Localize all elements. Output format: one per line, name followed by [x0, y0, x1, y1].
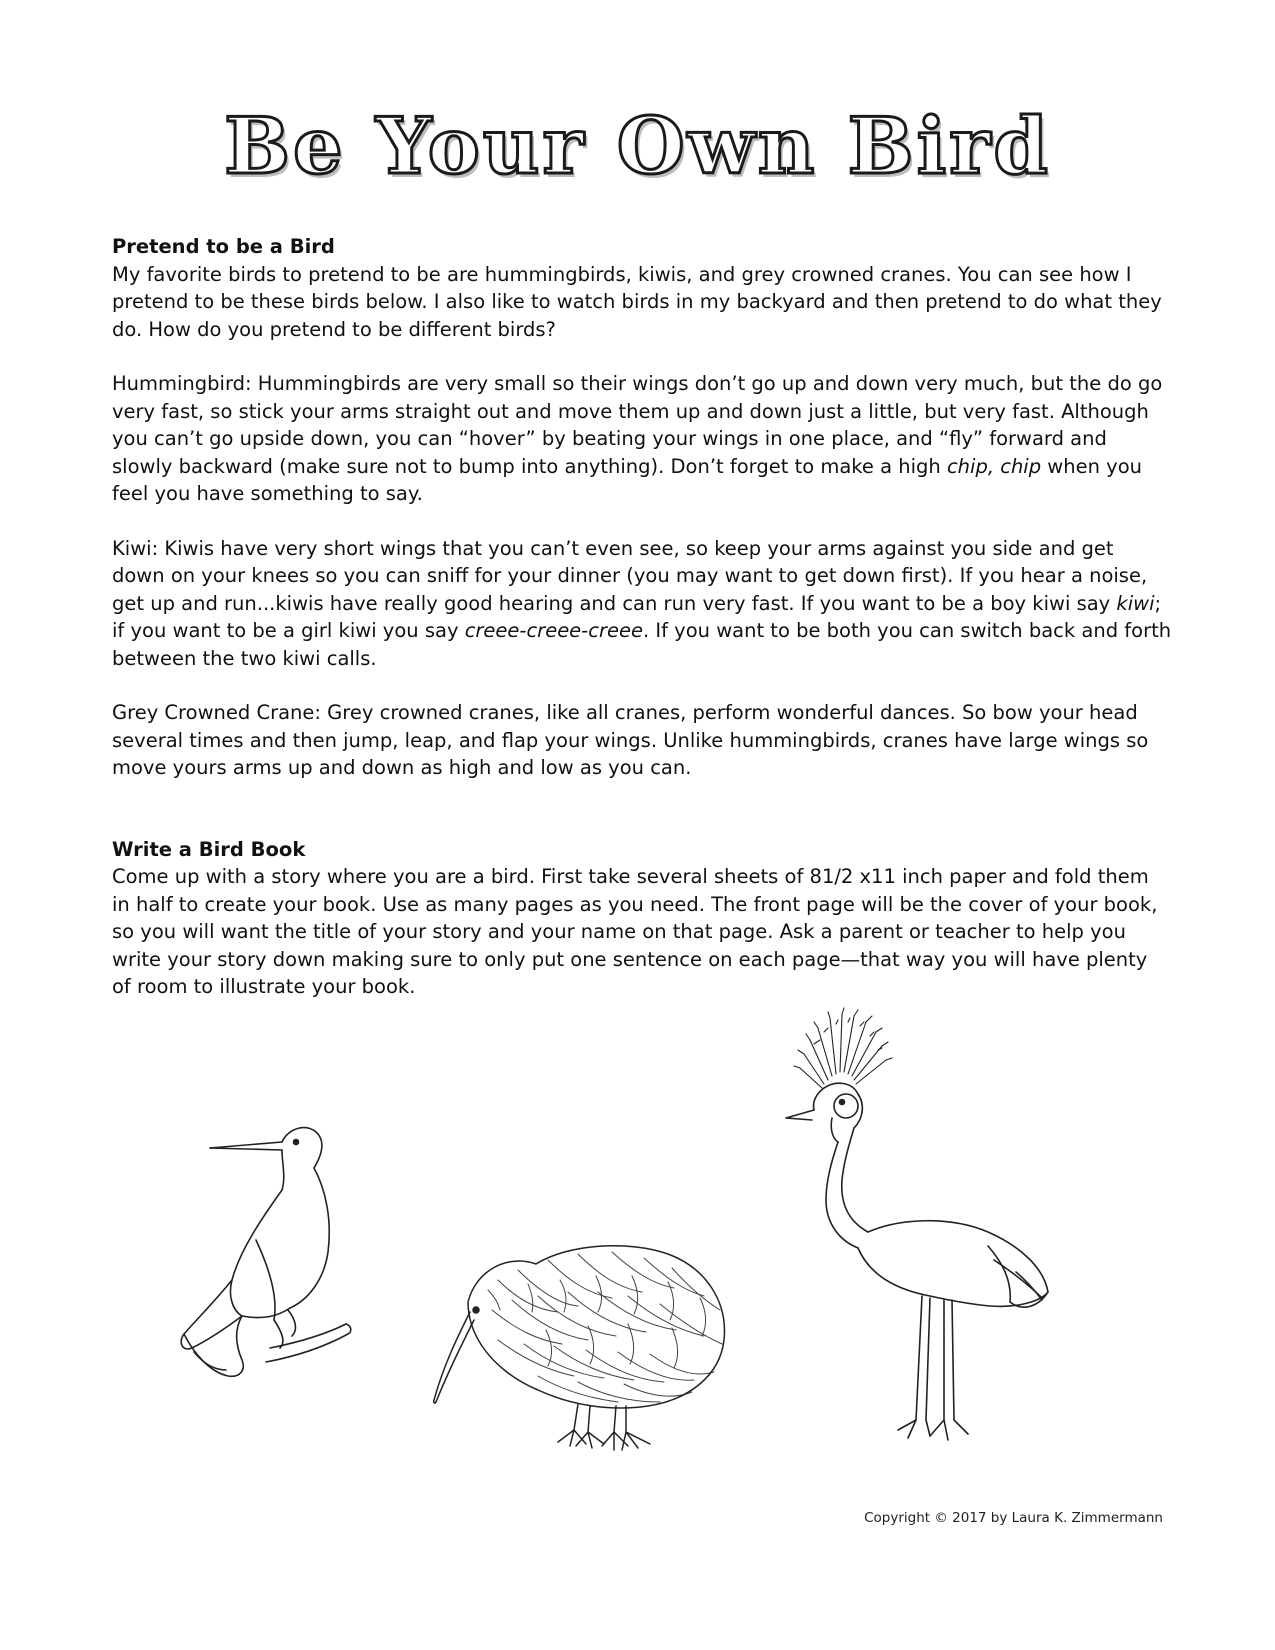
- pretend-intro: My favorite birds to pretend to be are hummingbirds, kiwis, and grey crowned cranes. You can see how I pretend to be these birds below. I also like to watch birds in my backyard and then pretend to do what they do. How do you pretend to be different birds?: [112, 262, 1162, 341]
- hummingbird-drawing: [170, 1120, 360, 1390]
- hummingbird-paragraph: [112, 370, 1172, 508]
- section-heading-pretend: Pretend to be a Bird: [112, 235, 335, 258]
- kiwi-text-a: Kiwi: Kiwis have very short wings that you can’t even see, so keep your arms against you side and get down on your knees so you can sniff for your dinner (you may want to get down first). If you hear a noise, get up and run...kiwis have really good hearing and can run very fast. If you want to be a boy kiwi say: [112, 536, 1148, 615]
- copyright-notice: Copyright © 2017 by Laura K. Zimmermann: [864, 1510, 1163, 1526]
- section-heading-book: Write a Bird Book: [112, 837, 306, 861]
- crowned-crane-drawing: [780, 1010, 1080, 1450]
- worksheet-body: [112, 233, 1172, 1001]
- bird-illustrations: [0, 1040, 1275, 1470]
- hummingbird-call: chip, chip: [946, 454, 1042, 478]
- kiwi-text-c: . If you want to be both you can switch back and forth between the two kiwi calls.: [112, 619, 1172, 670]
- crane-paragraph: Grey Crowned Crane: Grey crowned cranes, like all cranes, perform wonderful dances. So bow your head several times and then jump, leap, and flap your wings. Unlike hummingbirds, cranes have large wings so move yours arms up and down as high and low as you can.: [112, 701, 1149, 779]
- kiwi-drawing: [428, 1240, 738, 1465]
- kiwi-boy-call: kiwi: [1116, 591, 1155, 615]
- kiwi-girl-call: creee-creee-creee: [464, 619, 643, 642]
- hummingbird-text-a: Hummingbird: Hummingbirds are very small so their wings don’t go up and down very much, but the do go very fast, so stick your arms straight out and move them up and down just a little, but very fast. Although you can’t go upside down, you can “hover” by beating your wings in one place, and “fly” forward and slowly backward (make sure not to bump into anything). Don’t forget to make a high: [112, 372, 1163, 478]
- book-paragraph: Come up with a story where you are a bird. First take several sheets of 81/2 x11 inch paper and fold them in half to create your book. Use as many pages as you need. The front page will be the cover of your book, so you will want the title of your story and your name on that page. Ask a parent or teacher to help you write your story down making sure to only put one sentence on each page—that way you will have plenty of room to illustrate your book.: [112, 865, 1158, 998]
- hummingbird-text-b: when you feel you have something to say.: [112, 454, 1142, 505]
- page-title: Be Your Own Bird: [224, 101, 1051, 192]
- kiwi-paragraph: [112, 535, 1172, 673]
- kiwi-text-b: ; if you want to be a girl kiwi you say: [112, 591, 1162, 642]
